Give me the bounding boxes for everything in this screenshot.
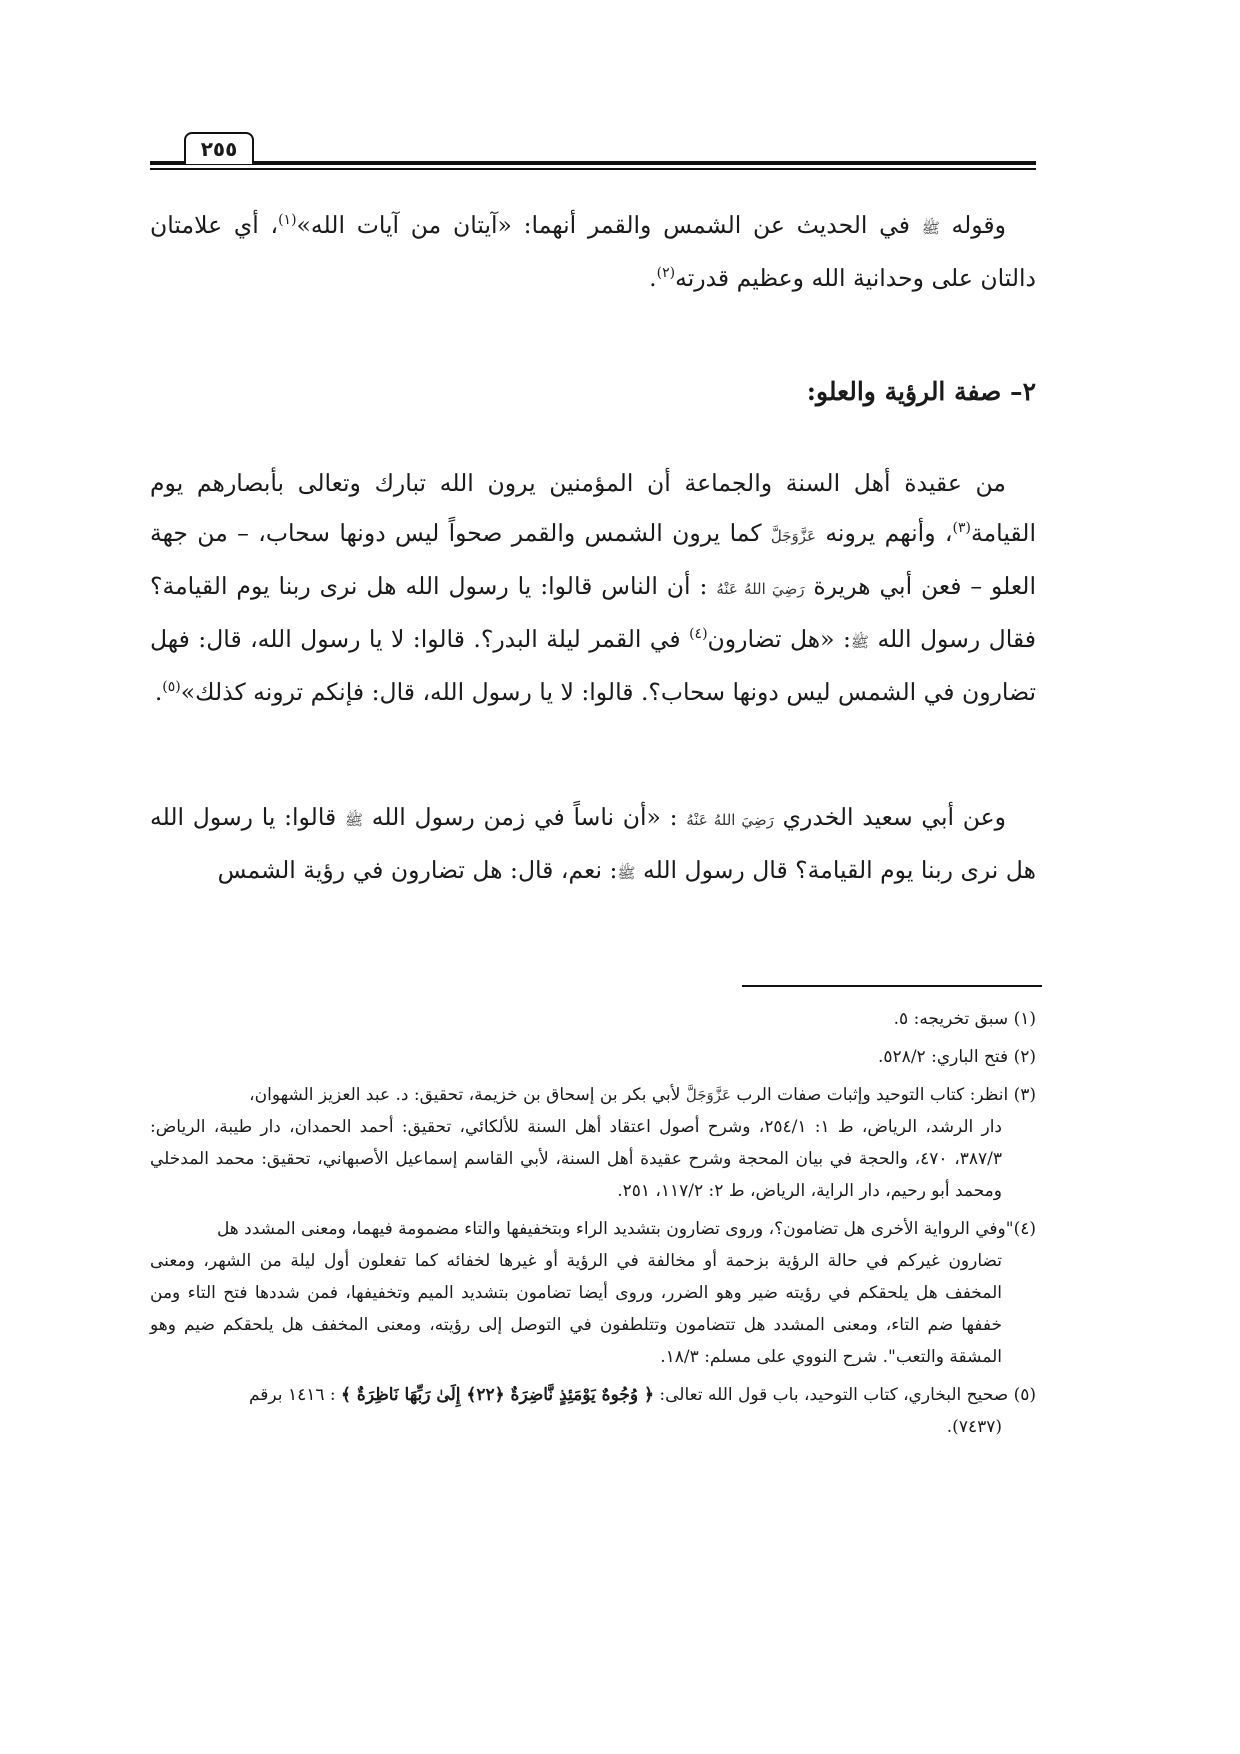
honorific-glyph: عَزَّوَجَلَّ xyxy=(770,527,816,545)
quran-verse: ﴿ وُجُوهٌ يَوْمَئِذٍ نَّاضِرَةٌ ﴿٢٢﴾ إِلَىٰ رَبِّهَا نَاظِرَةٌ ﴾ xyxy=(341,1385,654,1405)
header-rule-thick xyxy=(150,161,1036,165)
footnote-separator xyxy=(742,985,1042,987)
footnote-ref[interactable]: (٥) xyxy=(162,679,181,696)
text-span: وقوله xyxy=(939,211,1007,239)
text-span: لأبي بكر بن إسحاق بن خزيمة، تحقيق: د. عبد العزيز الشهوان، xyxy=(249,1085,686,1105)
footnote-continuation: (٧٤٣٧). xyxy=(946,1417,1002,1437)
text-span: في الحديث عن الشمس والقمر أنهما: «آيتان من آيات الله» xyxy=(296,211,922,239)
paragraph-intro xyxy=(150,200,1036,303)
footnote-2: (٢) فتح الباري: ٥٢٨/٢. xyxy=(878,1047,1036,1067)
text-span: : نعم، قال: هل تضارون في رؤية الشمس xyxy=(217,856,618,884)
paragraph-abu-said xyxy=(150,792,1036,898)
text-span: : ١٤١٦ برقم xyxy=(248,1385,342,1405)
honorific-glyph: ﷺ xyxy=(344,811,364,829)
text-span: : «هل تضارون xyxy=(707,625,851,653)
footnote-1: (١) سبق تخريجه: ٥. xyxy=(893,1009,1036,1029)
text-span: . xyxy=(154,678,163,706)
footnote-3 xyxy=(150,1079,1036,1207)
honorific-glyph: عَزَّوَجَلَّ xyxy=(685,1086,731,1104)
text-span: ، أي علامتان دالتان على وحدانية الله وعظيم قدرته xyxy=(150,211,1036,292)
text-span: قالوا: يا رسول الله هل نرى ربنا يوم القيامة؟ قال رسول الله xyxy=(150,803,1036,884)
honorific-glyph: رَضِيَ اللهُ عَنْهُ xyxy=(716,580,805,598)
text-span: (٣) انظر: كتاب التوحيد وإثبات صفات الرب xyxy=(730,1085,1036,1105)
text-span: ، وأنهم يرونه xyxy=(815,519,953,547)
text-span: في القمر ليلة البدر؟. قالوا: لا يا رسول الله، قال: فهل تضارون في الشمس ليس دونها سحاب؟. قالوا: لا يا رسول الله، قال: فإنكم ترونه كذلك» xyxy=(150,625,1036,706)
footnote-continuation: تضارون غيركم في حالة الرؤية بزحمة أو مخالفة في الرؤية أو غيرها لخفائه كما تفعلون أول ليلة من الشهر، ومعنى المخفف هل يلحقكم في رؤيته ضير وهو الضرر، وروى أيضا تضامون بتشديد الميم وتخفيفها، فمن شددها فتح التاء ومن خففها ضم التاء، ومعنى المشدد هل تتضامون وتتلطفون في التوصل إلى رؤيته، ومعنى المخفف هل يلحقكم ضيم وهو المشقة والتعب". شرح النووي على مسلم: ١٨/٣. xyxy=(150,1251,1002,1367)
page-header xyxy=(150,128,1036,168)
footnotes xyxy=(150,1003,1036,1449)
footnote-ref[interactable]: (٤) xyxy=(689,626,708,643)
footnote-ref[interactable]: (٢) xyxy=(656,265,676,282)
text-span: : أن الناس قالوا: يا رسول الله هل نرى ربنا يوم القيامة؟ فقال رسول الله xyxy=(150,572,1036,653)
text-span: وعن أبي سعيد الخدري xyxy=(773,803,1006,831)
footnote-4 xyxy=(150,1213,1036,1373)
footnote-ref[interactable]: (١) xyxy=(278,212,297,229)
text-span: كما يرون الشمس والقمر صحواً ليس دونها سحاب، – من جهة العلو – فعن أبي هريرة xyxy=(150,519,1036,600)
text-span: : «أن ناساً في زمن رسول الله xyxy=(363,803,687,831)
header-rule-thin xyxy=(150,168,1036,170)
honorific-glyph: ﷺ xyxy=(850,633,870,651)
text-span: (٥) صحيح البخاري، كتاب التوحيد، باب قول الله تعالى: xyxy=(653,1385,1036,1405)
page-number: ٢٥٥ xyxy=(184,132,254,164)
text-span: من عقيدة أهل السنة والجماعة أن المؤمنين يرون الله تبارك وتعالى بأبصارهم يوم القيامة xyxy=(150,469,1036,547)
text-span: (٤)"وفي الرواية الأخرى هل تضامون؟، وروى تضارون بتشديد الراء وبتخفيفها والتاء مضمومة فيهما، ومعنى المشدد هل xyxy=(216,1219,1036,1239)
section-heading: ٢– صفة الرؤية والعلو: xyxy=(806,377,1036,406)
footnote-5 xyxy=(150,1379,1036,1443)
honorific-glyph: ﷺ xyxy=(921,219,940,237)
honorific-glyph: رَضِيَ اللهُ عَنْهُ xyxy=(686,811,774,829)
honorific-glyph: ﷺ xyxy=(617,864,636,882)
footnote-ref[interactable]: (٣) xyxy=(952,520,971,537)
paragraph-vision xyxy=(150,458,1036,717)
text-span: . xyxy=(649,264,657,292)
footnote-continuation: دار الرشد، الرياض، ط ١: ٢٥٤/١، وشرح أصول اعتقاد أهل السنة للألكائي، تحقيق: أحمد الحمدان، دار طيبة، الرياض: ٣٨٧/٣، ٤٧٠، والحجة في بيان المحجة وشرح عقيدة أهل السنة، لأبي القاسم إسماعيل الأصبهاني، تحقيق: محمد المدخلي ومحمد أبو رحيم، دار الراية، الرياض، ط ٢: ١١٧/٢، ٢٥١. xyxy=(150,1117,1003,1201)
